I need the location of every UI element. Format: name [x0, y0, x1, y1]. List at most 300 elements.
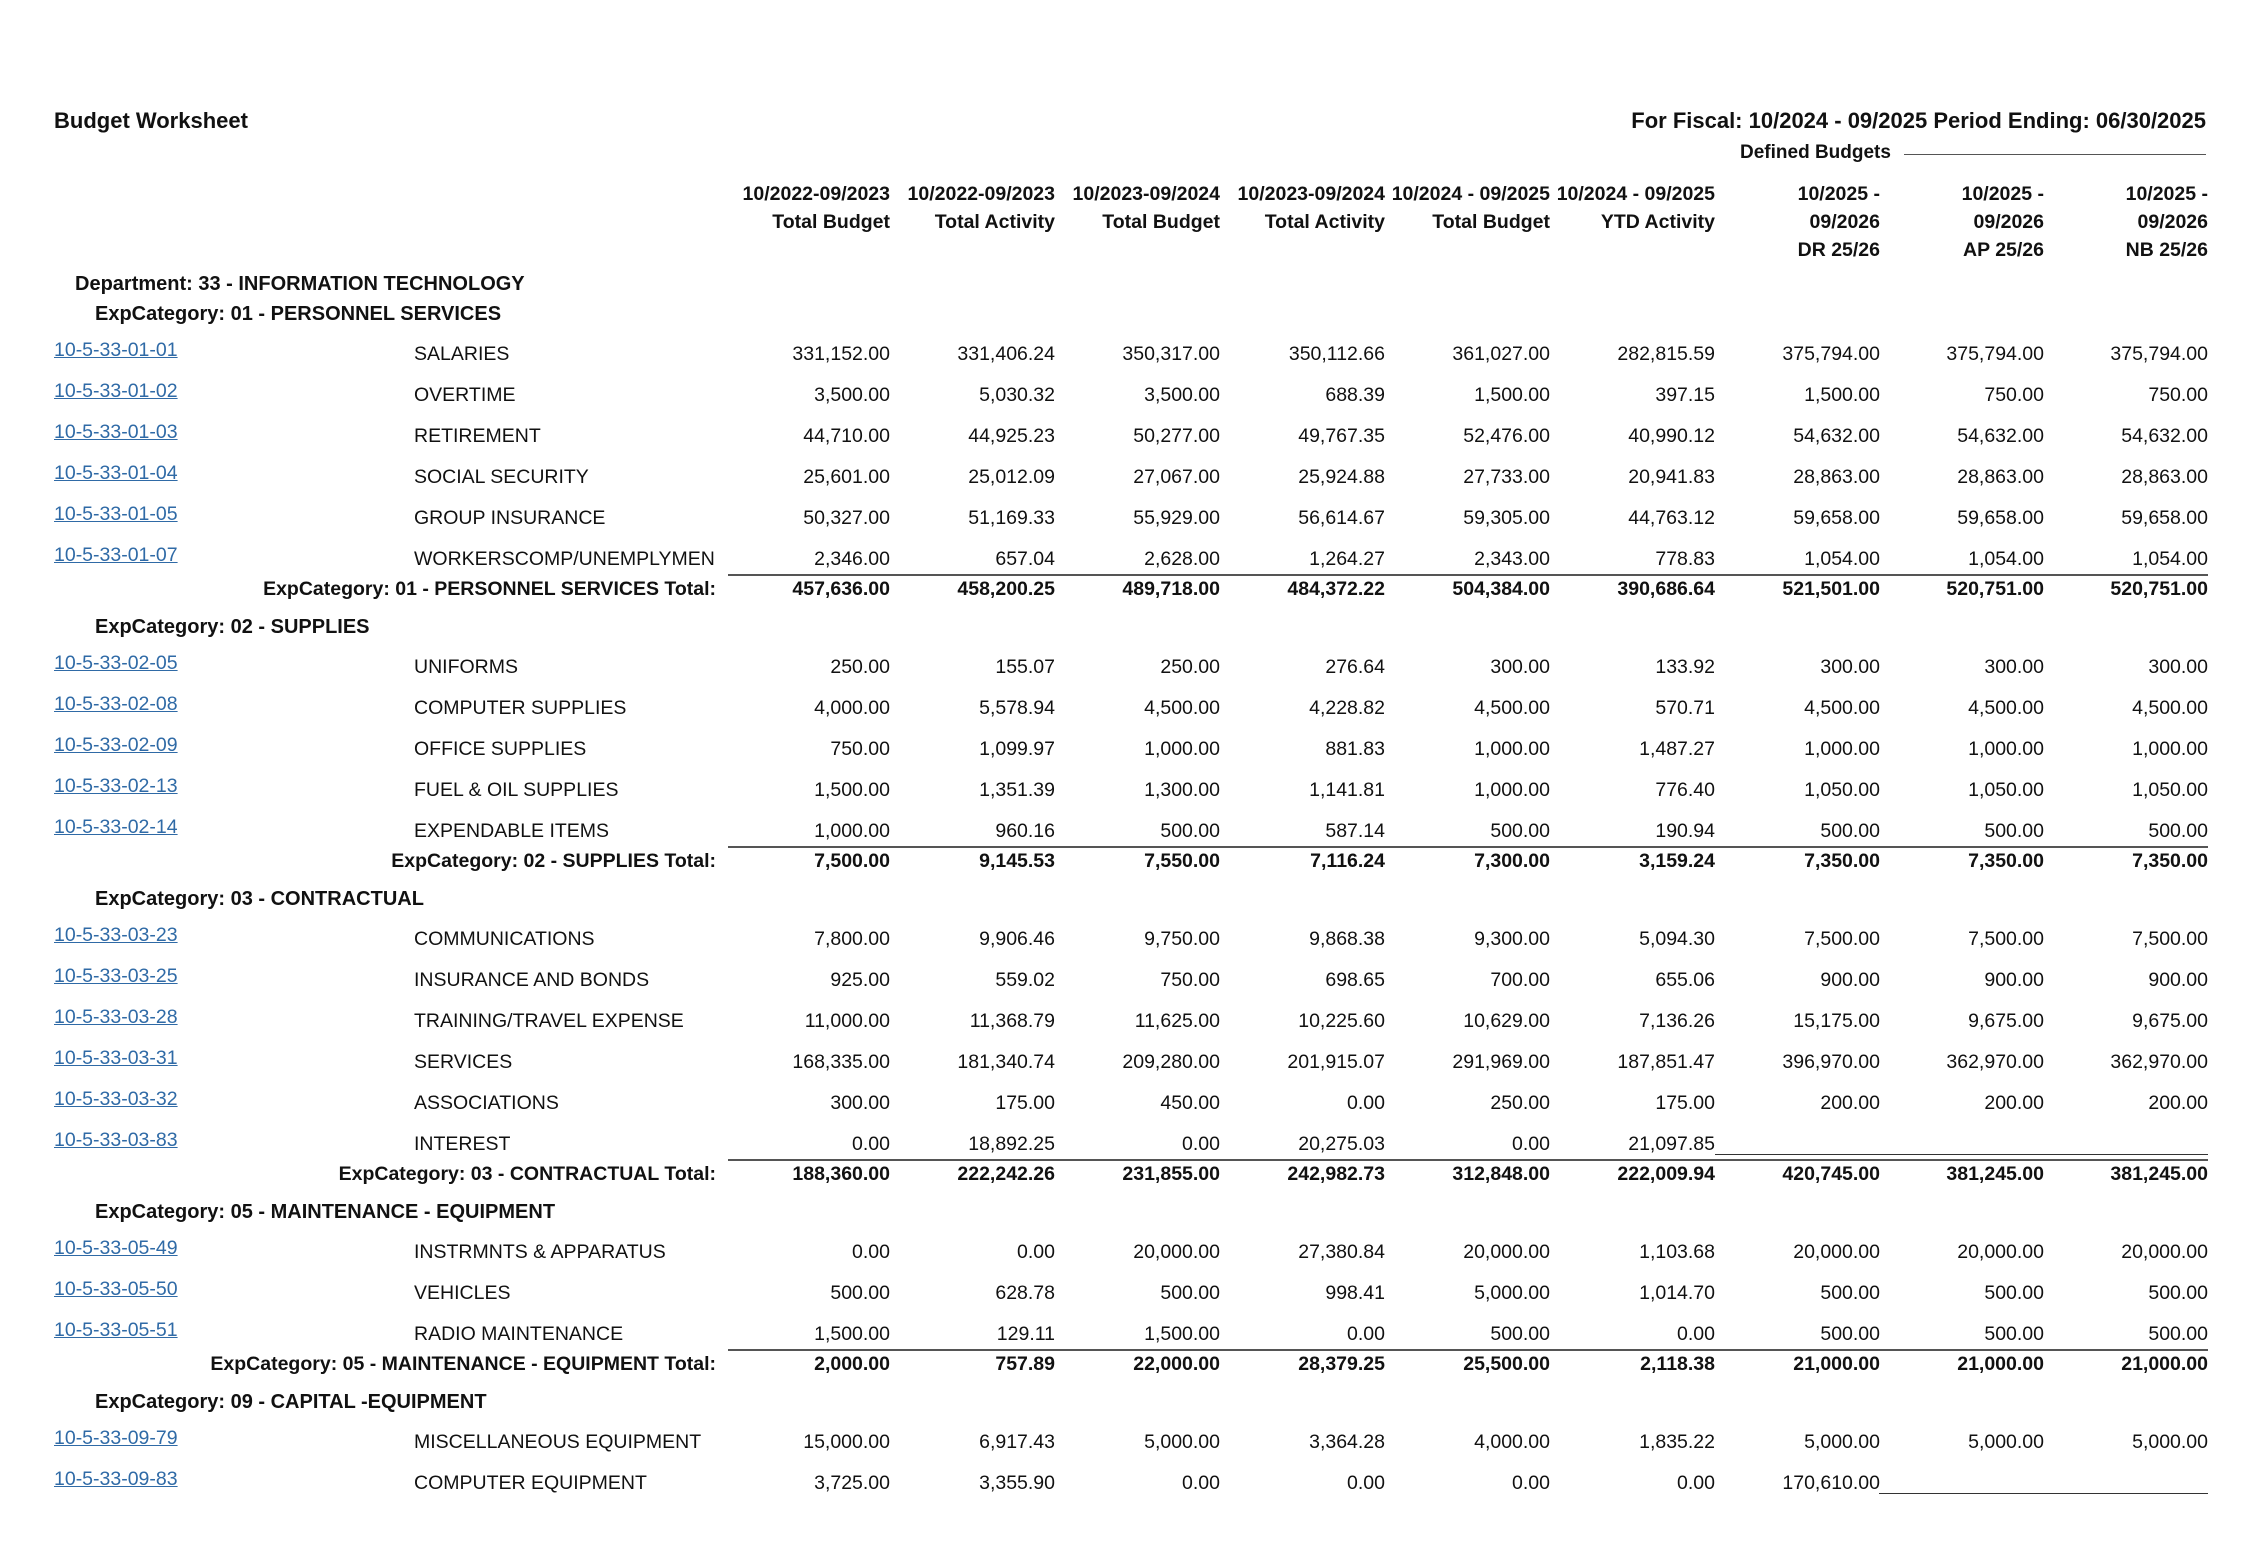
category-total-cell: 231,855.00	[1122, 1163, 1220, 1185]
amount-cell: 350,112.66	[1288, 343, 1385, 365]
category-total-cell: 21,000.00	[1793, 1353, 1880, 1375]
amount-cell: 20,000.00	[1957, 1241, 2044, 1263]
amount-cell: 657.04	[995, 548, 1055, 570]
amount-cell: 129.11	[996, 1323, 1055, 1345]
column-header-line: 09/2026	[1973, 211, 2044, 233]
amount-cell: 4,500.00	[1144, 697, 1220, 719]
amount-cell: 1,500.00	[1474, 384, 1550, 406]
account-link[interactable]: 10-5-33-02-08	[54, 693, 178, 715]
amount-cell: 300.00	[1984, 656, 2044, 678]
amount-cell: 49,767.35	[1298, 425, 1385, 447]
blank-entry-line	[1879, 1493, 2044, 1494]
amount-cell: 628.78	[995, 1282, 1055, 1304]
category-total-cell: 7,300.00	[1474, 850, 1550, 872]
amount-cell: 688.39	[1325, 384, 1385, 406]
category-total-cell: 312,848.00	[1452, 1163, 1550, 1185]
amount-cell: 750.00	[1160, 969, 1220, 991]
amount-cell: 0.00	[1347, 1323, 1385, 1345]
account-link[interactable]: 10-5-33-03-32	[54, 1088, 178, 1110]
account-link[interactable]: 10-5-33-02-13	[54, 775, 178, 797]
account-link[interactable]: 10-5-33-01-07	[54, 544, 178, 566]
amount-cell: 960.16	[995, 820, 1055, 842]
amount-cell: 7,500.00	[1804, 928, 1880, 950]
amount-cell: 155.07	[995, 656, 1055, 678]
amount-cell: 20,000.00	[2121, 1241, 2208, 1263]
amount-cell: 20,941.83	[1628, 466, 1715, 488]
account-link[interactable]: 10-5-33-01-05	[54, 503, 178, 525]
amount-cell: 21,097.85	[1628, 1133, 1715, 1155]
amount-cell: 500.00	[830, 1282, 890, 1304]
category-total-cell: 7,500.00	[814, 850, 890, 872]
amount-cell: 175.00	[1655, 1092, 1715, 1114]
category-total-cell: 3,159.24	[1639, 850, 1715, 872]
category-total-cell: 7,550.00	[1144, 850, 1220, 872]
amount-cell: 9,750.00	[1144, 928, 1220, 950]
amount-cell: 362,970.00	[1946, 1051, 2044, 1073]
amount-cell: 50,327.00	[803, 507, 890, 529]
amount-cell: 18,892.25	[968, 1133, 1055, 1155]
account-link[interactable]: 10-5-33-05-51	[54, 1319, 178, 1341]
amount-cell: 500.00	[2148, 820, 2208, 842]
amount-cell: 925.00	[830, 969, 890, 991]
category-total-cell: 2,000.00	[814, 1353, 890, 1375]
account-description: SOCIAL SECURITY	[414, 466, 589, 488]
amount-cell: 1,835.22	[1639, 1431, 1715, 1453]
category-total-cell: 458,200.25	[957, 578, 1055, 600]
category-total-cell: 188,360.00	[792, 1163, 890, 1185]
account-description: VEHICLES	[414, 1282, 511, 1304]
total-rule	[728, 1349, 2208, 1351]
category-total-cell: 521,501.00	[1782, 578, 1880, 600]
amount-cell: 300.00	[1490, 656, 1550, 678]
category-total-cell: 22,000.00	[1133, 1353, 1220, 1375]
account-description: COMMUNICATIONS	[414, 928, 595, 950]
amount-cell: 6,917.43	[979, 1431, 1055, 1453]
column-header	[726, 180, 890, 236]
amount-cell: 5,000.00	[2132, 1431, 2208, 1453]
amount-cell: 20,000.00	[1133, 1241, 1220, 1263]
amount-cell: 998.41	[1325, 1282, 1385, 1304]
category-total-cell: 21,000.00	[2121, 1353, 2208, 1375]
category-total-cell: 222,242.26	[957, 1163, 1055, 1185]
amount-cell: 40,990.12	[1628, 425, 1715, 447]
amount-cell: 56,614.67	[1298, 507, 1385, 529]
amount-cell: 9,868.38	[1309, 928, 1385, 950]
category-total-cell: 520,751.00	[1946, 578, 2044, 600]
column-header-line: 10/2024 - 09/2025	[1556, 183, 1715, 205]
account-description: INSURANCE AND BONDS	[414, 969, 650, 991]
column-header	[1221, 180, 1385, 236]
amount-cell: 362,970.00	[2110, 1051, 2208, 1073]
amount-cell: 44,925.23	[968, 425, 1055, 447]
amount-cell: 500.00	[1820, 1282, 1880, 1304]
amount-cell: 900.00	[1820, 969, 1880, 991]
amount-cell: 300.00	[1820, 656, 1880, 678]
report-title: Budget Worksheet	[54, 108, 248, 133]
account-description: SALARIES	[414, 343, 510, 365]
amount-cell: 1,050.00	[1968, 779, 2044, 801]
amount-cell: 50,277.00	[1133, 425, 1220, 447]
amount-cell: 282,815.59	[1617, 343, 1715, 365]
column-header	[1880, 180, 2044, 264]
amount-cell: 500.00	[2148, 1323, 2208, 1345]
amount-cell: 655.06	[1655, 969, 1715, 991]
amount-cell: 190.94	[1655, 820, 1715, 842]
amount-cell: 27,733.00	[1463, 466, 1550, 488]
amount-cell: 1,000.00	[1144, 738, 1220, 760]
category-total-cell: 25,500.00	[1463, 1353, 1550, 1375]
column-header-line: Total Activity	[934, 211, 1055, 233]
amount-cell: 0.00	[1347, 1472, 1385, 1494]
amount-cell: 1,000.00	[1474, 779, 1550, 801]
amount-cell: 300.00	[830, 1092, 890, 1114]
amount-cell: 587.14	[1325, 820, 1385, 842]
amount-cell: 1,141.81	[1309, 779, 1385, 801]
amount-cell: 4,500.00	[1968, 697, 2044, 719]
account-link[interactable]: 10-5-33-03-23	[54, 924, 178, 946]
amount-cell: 3,500.00	[814, 384, 890, 406]
amount-cell: 4,228.82	[1309, 697, 1385, 719]
category-total-cell: 390,686.64	[1617, 578, 1715, 600]
total-rule	[728, 1159, 2208, 1161]
category-total-cell: 757.89	[995, 1353, 1055, 1375]
category-total-cell: 7,350.00	[1968, 850, 2044, 872]
category-total-cell: 28,379.25	[1298, 1353, 1385, 1375]
account-description: OVERTIME	[414, 384, 516, 406]
amount-cell: 500.00	[1160, 820, 1220, 842]
amount-cell: 5,030.32	[979, 384, 1055, 406]
amount-cell: 44,710.00	[803, 425, 890, 447]
category-heading: ExpCategory: 09 - CAPITAL -EQUIPMENT	[95, 1391, 487, 1413]
column-header-line: 10/2023-09/2024	[1072, 183, 1220, 205]
account-description: INSTRMNTS & APPARATUS	[414, 1241, 666, 1263]
amount-cell: 1,000.00	[1474, 738, 1550, 760]
category-total-cell: 7,116.24	[1310, 850, 1385, 872]
amount-cell: 0.00	[1512, 1472, 1550, 1494]
amount-cell: 1,054.00	[2132, 548, 2208, 570]
amount-cell: 500.00	[1984, 1282, 2044, 1304]
category-total-label: ExpCategory: 03 - CONTRACTUAL Total:	[338, 1163, 716, 1185]
amount-cell: 168,335.00	[792, 1051, 890, 1073]
amount-cell: 300.00	[2148, 656, 2208, 678]
category-heading: ExpCategory: 05 - MAINTENANCE - EQUIPMENT	[95, 1201, 556, 1223]
amount-cell: 1,000.00	[2132, 738, 2208, 760]
category-heading: ExpCategory: 01 - PERSONNEL SERVICES	[95, 303, 502, 325]
column-header-line: Total Activity	[1264, 211, 1385, 233]
amount-cell: 10,225.60	[1298, 1010, 1385, 1032]
amount-cell: 175.00	[995, 1092, 1055, 1114]
account-description: GROUP INSURANCE	[414, 507, 606, 529]
account-link[interactable]: 10-5-33-01-01	[54, 339, 178, 361]
amount-cell: 250.00	[1490, 1092, 1550, 1114]
category-total-cell: 504,384.00	[1452, 578, 1550, 600]
account-link[interactable]: 10-5-33-01-04	[54, 462, 178, 484]
amount-cell: 181,340.74	[957, 1051, 1055, 1073]
amount-cell: 500.00	[1820, 1323, 1880, 1345]
amount-cell: 500.00	[1984, 820, 2044, 842]
category-heading: ExpCategory: 02 - SUPPLIES	[95, 616, 370, 638]
account-description: RADIO MAINTENANCE	[414, 1323, 624, 1345]
fiscal-period: For Fiscal: 10/2024 - 09/2025 Period Ending: 06/30/2025	[1631, 108, 2206, 133]
amount-cell: 881.83	[1325, 738, 1385, 760]
amount-cell: 200.00	[2148, 1092, 2208, 1114]
column-header	[1056, 180, 1220, 236]
amount-cell: 0.00	[1182, 1472, 1220, 1494]
amount-cell: 28,863.00	[1957, 466, 2044, 488]
category-total-cell: 489,718.00	[1122, 578, 1220, 600]
column-header-line: Total Budget	[772, 211, 890, 233]
column-header	[1551, 180, 1715, 236]
amount-cell: 28,863.00	[2121, 466, 2208, 488]
amount-cell: 52,476.00	[1463, 425, 1550, 447]
amount-cell: 375,794.00	[1782, 343, 1880, 365]
amount-cell: 201,915.07	[1287, 1051, 1385, 1073]
amount-cell: 200.00	[1820, 1092, 1880, 1114]
amount-cell: 5,578.94	[979, 697, 1055, 719]
amount-cell: 1,054.00	[1804, 548, 1880, 570]
amount-cell: 0.00	[1347, 1092, 1385, 1114]
amount-cell: 698.65	[1325, 969, 1385, 991]
amount-cell: 570.71	[1655, 697, 1715, 719]
amount-cell: 20,000.00	[1793, 1241, 1880, 1263]
amount-cell: 0.00	[1677, 1472, 1715, 1494]
category-total-cell: 242,982.73	[1287, 1163, 1385, 1185]
amount-cell: 51,169.33	[968, 507, 1055, 529]
category-total-label: ExpCategory: 02 - SUPPLIES Total:	[391, 850, 716, 872]
column-header	[2044, 180, 2208, 264]
amount-cell: 11,000.00	[804, 1010, 890, 1032]
column-header-line: 10/2022-09/2023	[742, 183, 890, 205]
amount-cell: 1,351.39	[979, 779, 1055, 801]
amount-cell: 27,067.00	[1133, 466, 1220, 488]
amount-cell: 9,675.00	[1968, 1010, 2044, 1032]
amount-cell: 9,675.00	[2132, 1010, 2208, 1032]
amount-cell: 7,500.00	[1968, 928, 2044, 950]
amount-cell: 5,000.00	[1804, 1431, 1880, 1453]
category-total-label: ExpCategory: 05 - MAINTENANCE - EQUIPMENT Total:	[210, 1353, 716, 1375]
account-link[interactable]: 10-5-33-03-83	[54, 1129, 178, 1151]
amount-cell: 750.00	[1984, 384, 2044, 406]
amount-cell: 7,136.26	[1639, 1010, 1715, 1032]
column-header	[891, 180, 1055, 236]
account-description: TRAINING/TRAVEL EXPENSE	[414, 1010, 684, 1032]
amount-cell: 1,500.00	[1804, 384, 1880, 406]
amount-cell: 500.00	[1820, 820, 1880, 842]
amount-cell: 59,305.00	[1463, 507, 1550, 529]
column-header-line: 09/2026	[2137, 211, 2208, 233]
amount-cell: 0.00	[1017, 1241, 1055, 1263]
amount-cell: 59,658.00	[1793, 507, 1880, 529]
amount-cell: 1,103.68	[1639, 1241, 1715, 1263]
account-description: EXPENDABLE ITEMS	[414, 820, 610, 842]
total-rule	[728, 846, 2208, 848]
amount-cell: 250.00	[830, 656, 890, 678]
amount-cell: 500.00	[1160, 1282, 1220, 1304]
category-total-cell: 381,245.00	[2110, 1163, 2208, 1185]
column-header-line: 10/2022-09/2023	[907, 183, 1055, 205]
account-description: ASSOCIATIONS	[414, 1092, 559, 1114]
amount-cell: 59,658.00	[2121, 507, 2208, 529]
amount-cell: 0.00	[852, 1133, 890, 1155]
amount-cell: 1,300.00	[1144, 779, 1220, 801]
amount-cell: 900.00	[2148, 969, 2208, 991]
column-header-line: 10/2025 -	[1961, 183, 2044, 205]
account-description: COMPUTER EQUIPMENT	[414, 1472, 647, 1494]
amount-cell: 5,000.00	[1968, 1431, 2044, 1453]
account-description: SERVICES	[414, 1051, 513, 1073]
column-header-line: 10/2025 -	[2125, 183, 2208, 205]
amount-cell: 2,346.00	[814, 548, 890, 570]
defined-budgets-label: Defined Budgets	[1740, 142, 1891, 163]
column-header-line: AP 25/26	[1963, 239, 2044, 261]
amount-cell: 1,099.97	[979, 738, 1055, 760]
blank-entry-line	[1715, 1154, 1880, 1155]
amount-cell: 500.00	[1490, 1323, 1550, 1345]
column-header-line: 10/2023-09/2024	[1237, 183, 1385, 205]
category-total-label: ExpCategory: 01 - PERSONNEL SERVICES Total:	[263, 578, 716, 600]
category-total-cell: 7,350.00	[2132, 850, 2208, 872]
amount-cell: 11,625.00	[1134, 1010, 1220, 1032]
blank-entry-line	[1879, 1154, 2044, 1155]
account-link[interactable]: 10-5-33-05-49	[54, 1237, 178, 1259]
account-link[interactable]: 10-5-33-01-03	[54, 421, 178, 443]
amount-cell: 350,317.00	[1122, 343, 1220, 365]
amount-cell: 500.00	[1490, 820, 1550, 842]
amount-cell: 170,610.00	[1782, 1472, 1880, 1494]
amount-cell: 55,929.00	[1133, 507, 1220, 529]
amount-cell: 331,152.00	[792, 343, 890, 365]
category-total-cell: 484,372.22	[1287, 578, 1385, 600]
amount-cell: 0.00	[1677, 1323, 1715, 1345]
total-rule	[728, 574, 2208, 576]
category-heading: ExpCategory: 03 - CONTRACTUAL	[95, 888, 424, 910]
amount-cell: 1,054.00	[1968, 548, 2044, 570]
amount-cell: 1,500.00	[814, 779, 890, 801]
column-header-line: 09/2026	[1809, 211, 1880, 233]
amount-cell: 750.00	[830, 738, 890, 760]
amount-cell: 187,851.47	[1617, 1051, 1715, 1073]
category-total-cell: 457,636.00	[792, 578, 890, 600]
account-link[interactable]: 10-5-33-09-83	[54, 1468, 178, 1490]
account-link[interactable]: 10-5-33-03-28	[54, 1006, 178, 1028]
amount-cell: 59,658.00	[1957, 507, 2044, 529]
amount-cell: 7,800.00	[814, 928, 890, 950]
amount-cell: 500.00	[1984, 1323, 2044, 1345]
amount-cell: 291,969.00	[1452, 1051, 1550, 1073]
amount-cell: 1,500.00	[1144, 1323, 1220, 1345]
amount-cell: 9,300.00	[1474, 928, 1550, 950]
amount-cell: 559.02	[995, 969, 1055, 991]
amount-cell: 54,632.00	[2121, 425, 2208, 447]
amount-cell: 25,012.09	[968, 466, 1055, 488]
amount-cell: 44,763.12	[1628, 507, 1715, 529]
account-description: MISCELLANEOUS EQUIPMENT	[414, 1431, 702, 1453]
amount-cell: 0.00	[1512, 1133, 1550, 1155]
amount-cell: 25,924.88	[1298, 466, 1385, 488]
amount-cell: 25,601.00	[803, 466, 890, 488]
amount-cell: 15,000.00	[803, 1431, 890, 1453]
amount-cell: 3,725.00	[814, 1472, 890, 1494]
column-header-line: DR 25/26	[1797, 239, 1880, 261]
amount-cell: 776.40	[1655, 779, 1715, 801]
amount-cell: 750.00	[2148, 384, 2208, 406]
account-description: FUEL & OIL SUPPLIES	[414, 779, 619, 801]
account-description: UNIFORMS	[414, 656, 518, 678]
blank-entry-line	[2043, 1154, 2208, 1155]
column-header-line: NB 25/26	[2125, 239, 2208, 261]
amount-cell: 397.15	[1655, 384, 1715, 406]
amount-cell: 331,406.24	[957, 343, 1055, 365]
amount-cell: 3,364.28	[1309, 1431, 1385, 1453]
column-header	[1386, 180, 1550, 236]
amount-cell: 54,632.00	[1793, 425, 1880, 447]
amount-cell: 2,343.00	[1474, 548, 1550, 570]
amount-cell: 1,000.00	[814, 820, 890, 842]
column-header-line: 10/2025 -	[1797, 183, 1880, 205]
amount-cell: 209,280.00	[1122, 1051, 1220, 1073]
amount-cell: 28,863.00	[1793, 466, 1880, 488]
amount-cell: 0.00	[852, 1241, 890, 1263]
amount-cell: 5,000.00	[1144, 1431, 1220, 1453]
account-description: RETIREMENT	[414, 425, 541, 447]
amount-cell: 1,487.27	[1639, 738, 1715, 760]
category-total-cell: 21,000.00	[1957, 1353, 2044, 1375]
amount-cell: 1,264.27	[1309, 548, 1385, 570]
amount-cell: 1,000.00	[1804, 738, 1880, 760]
amount-cell: 133.92	[1655, 656, 1715, 678]
amount-cell: 15,175.00	[1793, 1010, 1880, 1032]
category-total-cell: 222,009.94	[1617, 1163, 1715, 1185]
amount-cell: 1,014.70	[1639, 1282, 1715, 1304]
amount-cell: 396,970.00	[1782, 1051, 1880, 1073]
amount-cell: 3,500.00	[1144, 384, 1220, 406]
account-link[interactable]: 10-5-33-05-50	[54, 1278, 178, 1300]
category-total-cell: 7,350.00	[1804, 850, 1880, 872]
amount-cell: 4,000.00	[814, 697, 890, 719]
account-link[interactable]: 10-5-33-02-05	[54, 652, 178, 674]
amount-cell: 11,368.79	[969, 1010, 1055, 1032]
column-header	[1716, 180, 1880, 264]
amount-cell: 250.00	[1160, 656, 1220, 678]
column-header-line: Total Budget	[1432, 211, 1550, 233]
amount-cell: 1,050.00	[1804, 779, 1880, 801]
blank-entry-line	[2043, 1493, 2208, 1494]
account-link[interactable]: 10-5-33-03-31	[54, 1047, 178, 1069]
amount-cell: 375,794.00	[2110, 343, 2208, 365]
account-link[interactable]: 10-5-33-03-25	[54, 965, 178, 987]
account-link[interactable]: 10-5-33-09-79	[54, 1427, 178, 1449]
amount-cell: 361,027.00	[1452, 343, 1550, 365]
defined-budgets-rule	[1904, 154, 2206, 155]
amount-cell: 27,380.84	[1298, 1241, 1385, 1263]
category-total-cell: 9,145.53	[979, 850, 1055, 872]
amount-cell: 276.64	[1325, 656, 1385, 678]
category-total-cell: 520,751.00	[2110, 578, 2208, 600]
amount-cell: 500.00	[2148, 1282, 2208, 1304]
amount-cell: 20,000.00	[1463, 1241, 1550, 1263]
amount-cell: 200.00	[1984, 1092, 2044, 1114]
account-link[interactable]: 10-5-33-02-14	[54, 816, 178, 838]
amount-cell: 20,275.03	[1298, 1133, 1385, 1155]
amount-cell: 5,094.30	[1639, 928, 1715, 950]
amount-cell: 2,628.00	[1144, 548, 1220, 570]
amount-cell: 4,000.00	[1474, 1431, 1550, 1453]
account-link[interactable]: 10-5-33-01-02	[54, 380, 178, 402]
amount-cell: 900.00	[1984, 969, 2044, 991]
department-heading: Department: 33 - INFORMATION TECHNOLOGY	[75, 273, 525, 295]
amount-cell: 4,500.00	[1474, 697, 1550, 719]
account-link[interactable]: 10-5-33-02-09	[54, 734, 178, 756]
